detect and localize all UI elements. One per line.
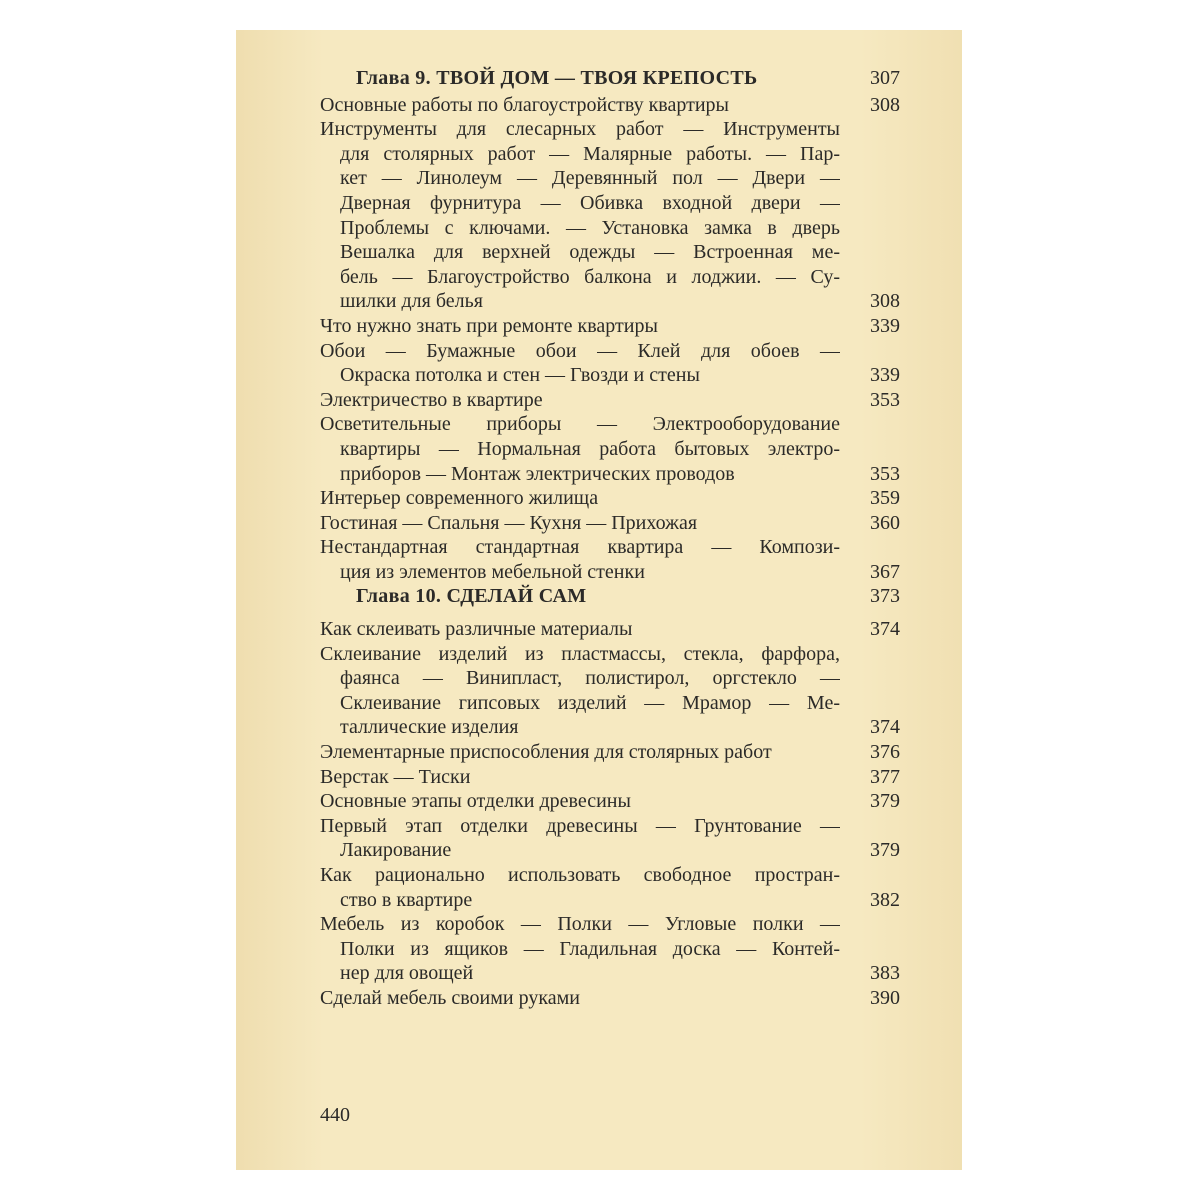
toc-entry-text: Окраска потолка и стен — Гвозди и стены	[340, 364, 700, 387]
toc-page-number: 353	[870, 462, 900, 485]
toc-entry-text: Вешалка для верхней одежды — Встроенная ме-	[340, 241, 840, 264]
toc-entry-continuation	[320, 363, 900, 388]
toc-page-number: 382	[870, 888, 900, 911]
toc-page-number: 339	[870, 314, 900, 337]
toc-entry	[320, 912, 900, 937]
toc-entry	[320, 314, 900, 339]
toc-entry-continuation	[320, 937, 900, 962]
toc-entry-continuation	[320, 240, 900, 265]
toc-entry-text: шилки для белья	[340, 290, 483, 313]
toc-entry-continuation	[320, 216, 900, 241]
toc-page-number: 379	[870, 790, 900, 813]
toc-entry-text: кет — Линолеум — Деревянный пол — Двери —	[340, 167, 840, 190]
toc-entry-continuation	[320, 691, 900, 716]
toc-entry-title: Элементарные приспособления для столярных работ	[320, 741, 772, 764]
toc-entry-continuation	[320, 437, 900, 462]
toc-entry-continuation	[320, 838, 900, 863]
toc-entry	[320, 986, 900, 1011]
toc-entry	[320, 617, 900, 642]
toc-entry	[320, 642, 900, 667]
toc-entry-text: нер для овощей	[340, 962, 474, 985]
toc-entry-title: Верстак — Тиски	[320, 765, 471, 788]
toc-entry-text: для столярных работ — Малярные работы. — Пар-	[340, 142, 840, 165]
toc-entry-continuation	[320, 961, 900, 986]
toc-entry-title: Интерьер современного жилища	[320, 487, 599, 510]
chapter-title: Глава 10. СДЕЛАЙ САМ	[356, 585, 587, 608]
toc-entry-title: Склеивание изделий из пластмассы, стекла, фарфора,	[320, 642, 840, 665]
toc-entry-continuation	[320, 560, 900, 585]
toc-entry-text: ция из элементов мебельной стенки	[340, 560, 645, 583]
toc-entry-title: Первый этап отделки древесины — Грунтование —	[320, 814, 840, 837]
toc-entry-title: Обои — Бумажные обои — Клей для обоев —	[320, 339, 840, 362]
toc-entry	[320, 814, 900, 839]
toc-entry-title: Электричество в квартире	[320, 388, 543, 411]
toc-entry	[320, 863, 900, 888]
toc-page-number: 308	[870, 93, 900, 116]
toc-entry-title: Сделай мебель своими руками	[320, 986, 581, 1009]
chapter-page-number: 307	[870, 67, 900, 89]
toc-entry-title: Как склеивать различные материалы	[320, 618, 633, 641]
toc-page-number: 377	[870, 765, 900, 788]
page-number-footer: 440	[320, 1104, 350, 1126]
toc-entry-continuation	[320, 166, 900, 191]
toc-page-number: 367	[870, 560, 900, 583]
toc-page-number: 339	[870, 364, 900, 387]
toc-entry-continuation	[320, 289, 900, 314]
toc-entry	[320, 789, 900, 814]
toc-entry	[320, 765, 900, 790]
toc-entry-continuation	[320, 715, 900, 740]
toc-page-number: 379	[870, 839, 900, 862]
toc-entry-text: Лакирование	[340, 839, 452, 862]
toc-entry	[320, 486, 900, 511]
toc-page-number: 359	[870, 487, 900, 510]
toc-entry-text: ство в квартире	[340, 888, 473, 911]
toc-entry-continuation	[320, 265, 900, 290]
toc-entry-continuation	[320, 888, 900, 913]
toc-page-number: 383	[870, 962, 900, 985]
toc-entry-continuation	[320, 142, 900, 167]
table-of-contents	[320, 66, 900, 1011]
toc-entry-text: приборов — Монтаж электрических проводов	[340, 462, 735, 485]
toc-entry-continuation	[320, 666, 900, 691]
chapter-page-number: 373	[870, 585, 900, 608]
toc-entry-text: фаянса — Винипласт, полистирол, оргстекло —	[340, 667, 840, 690]
chapter-heading	[320, 66, 900, 91]
toc-entry-title: Как рационально использовать свободное простран-	[320, 864, 840, 886]
toc-entry-continuation	[320, 462, 900, 487]
toc-entry-text: таллические изделия	[340, 716, 519, 739]
toc-entry	[320, 117, 900, 142]
toc-page-number: 374	[870, 618, 900, 641]
toc-page-number: 390	[870, 986, 900, 1009]
toc-entry-title: Мебель из коробок — Полки — Угловые полки —	[320, 913, 840, 936]
toc-entry	[320, 511, 900, 536]
toc-entry-text: Дверная фурнитура — Обивка входной двери —	[340, 191, 840, 214]
toc-entry-text: Полки из ящиков — Гладильная доска — Контей-	[340, 937, 840, 960]
toc-entry-title: Что нужно знать при ремонте квартиры	[320, 314, 658, 337]
toc-entry-text: квартиры — Нормальная работа бытовых электро-	[340, 437, 840, 460]
chapter-title: Глава 9. ТВОЙ ДОМ — ТВОЯ КРЕПОСТЬ	[356, 67, 758, 89]
toc-page-number: 360	[870, 511, 900, 534]
toc-entry-title: Осветительные приборы — Электрооборудование	[320, 413, 840, 436]
toc-entry	[320, 339, 900, 364]
book-page	[236, 30, 962, 1170]
toc-entry	[320, 740, 900, 765]
toc-entry-title: Основные этапы отделки древесины	[320, 790, 631, 813]
toc-entry-text: Склеивание гипсовых изделий — Мрамор — Ме-	[340, 691, 840, 714]
toc-page-number: 374	[870, 716, 900, 739]
toc-entry	[320, 535, 900, 560]
toc-entry-title: Основные работы по благоустройству квартиры	[320, 93, 729, 116]
toc-entry	[320, 412, 900, 437]
toc-entry	[320, 388, 900, 413]
toc-entry	[320, 93, 900, 118]
toc-page-number: 376	[870, 741, 900, 764]
toc-entry-title: Нестандартная стандартная квартира — Компози-	[320, 536, 840, 559]
toc-entry-text: Проблемы с ключами. — Установка замка в дверь	[340, 216, 840, 239]
toc-page-number: 308	[870, 290, 900, 313]
toc-entry-title: Инструменты для слесарных работ — Инструменты	[320, 118, 840, 141]
chapter-heading	[320, 584, 900, 609]
toc-entry-text: бель — Благоустройство балкона и лоджии. — Су-	[340, 265, 840, 288]
toc-page-number: 353	[870, 388, 900, 411]
toc-entry-continuation	[320, 191, 900, 216]
toc-entry-title: Гостиная — Спальня — Кухня — Прихожая	[320, 511, 698, 534]
